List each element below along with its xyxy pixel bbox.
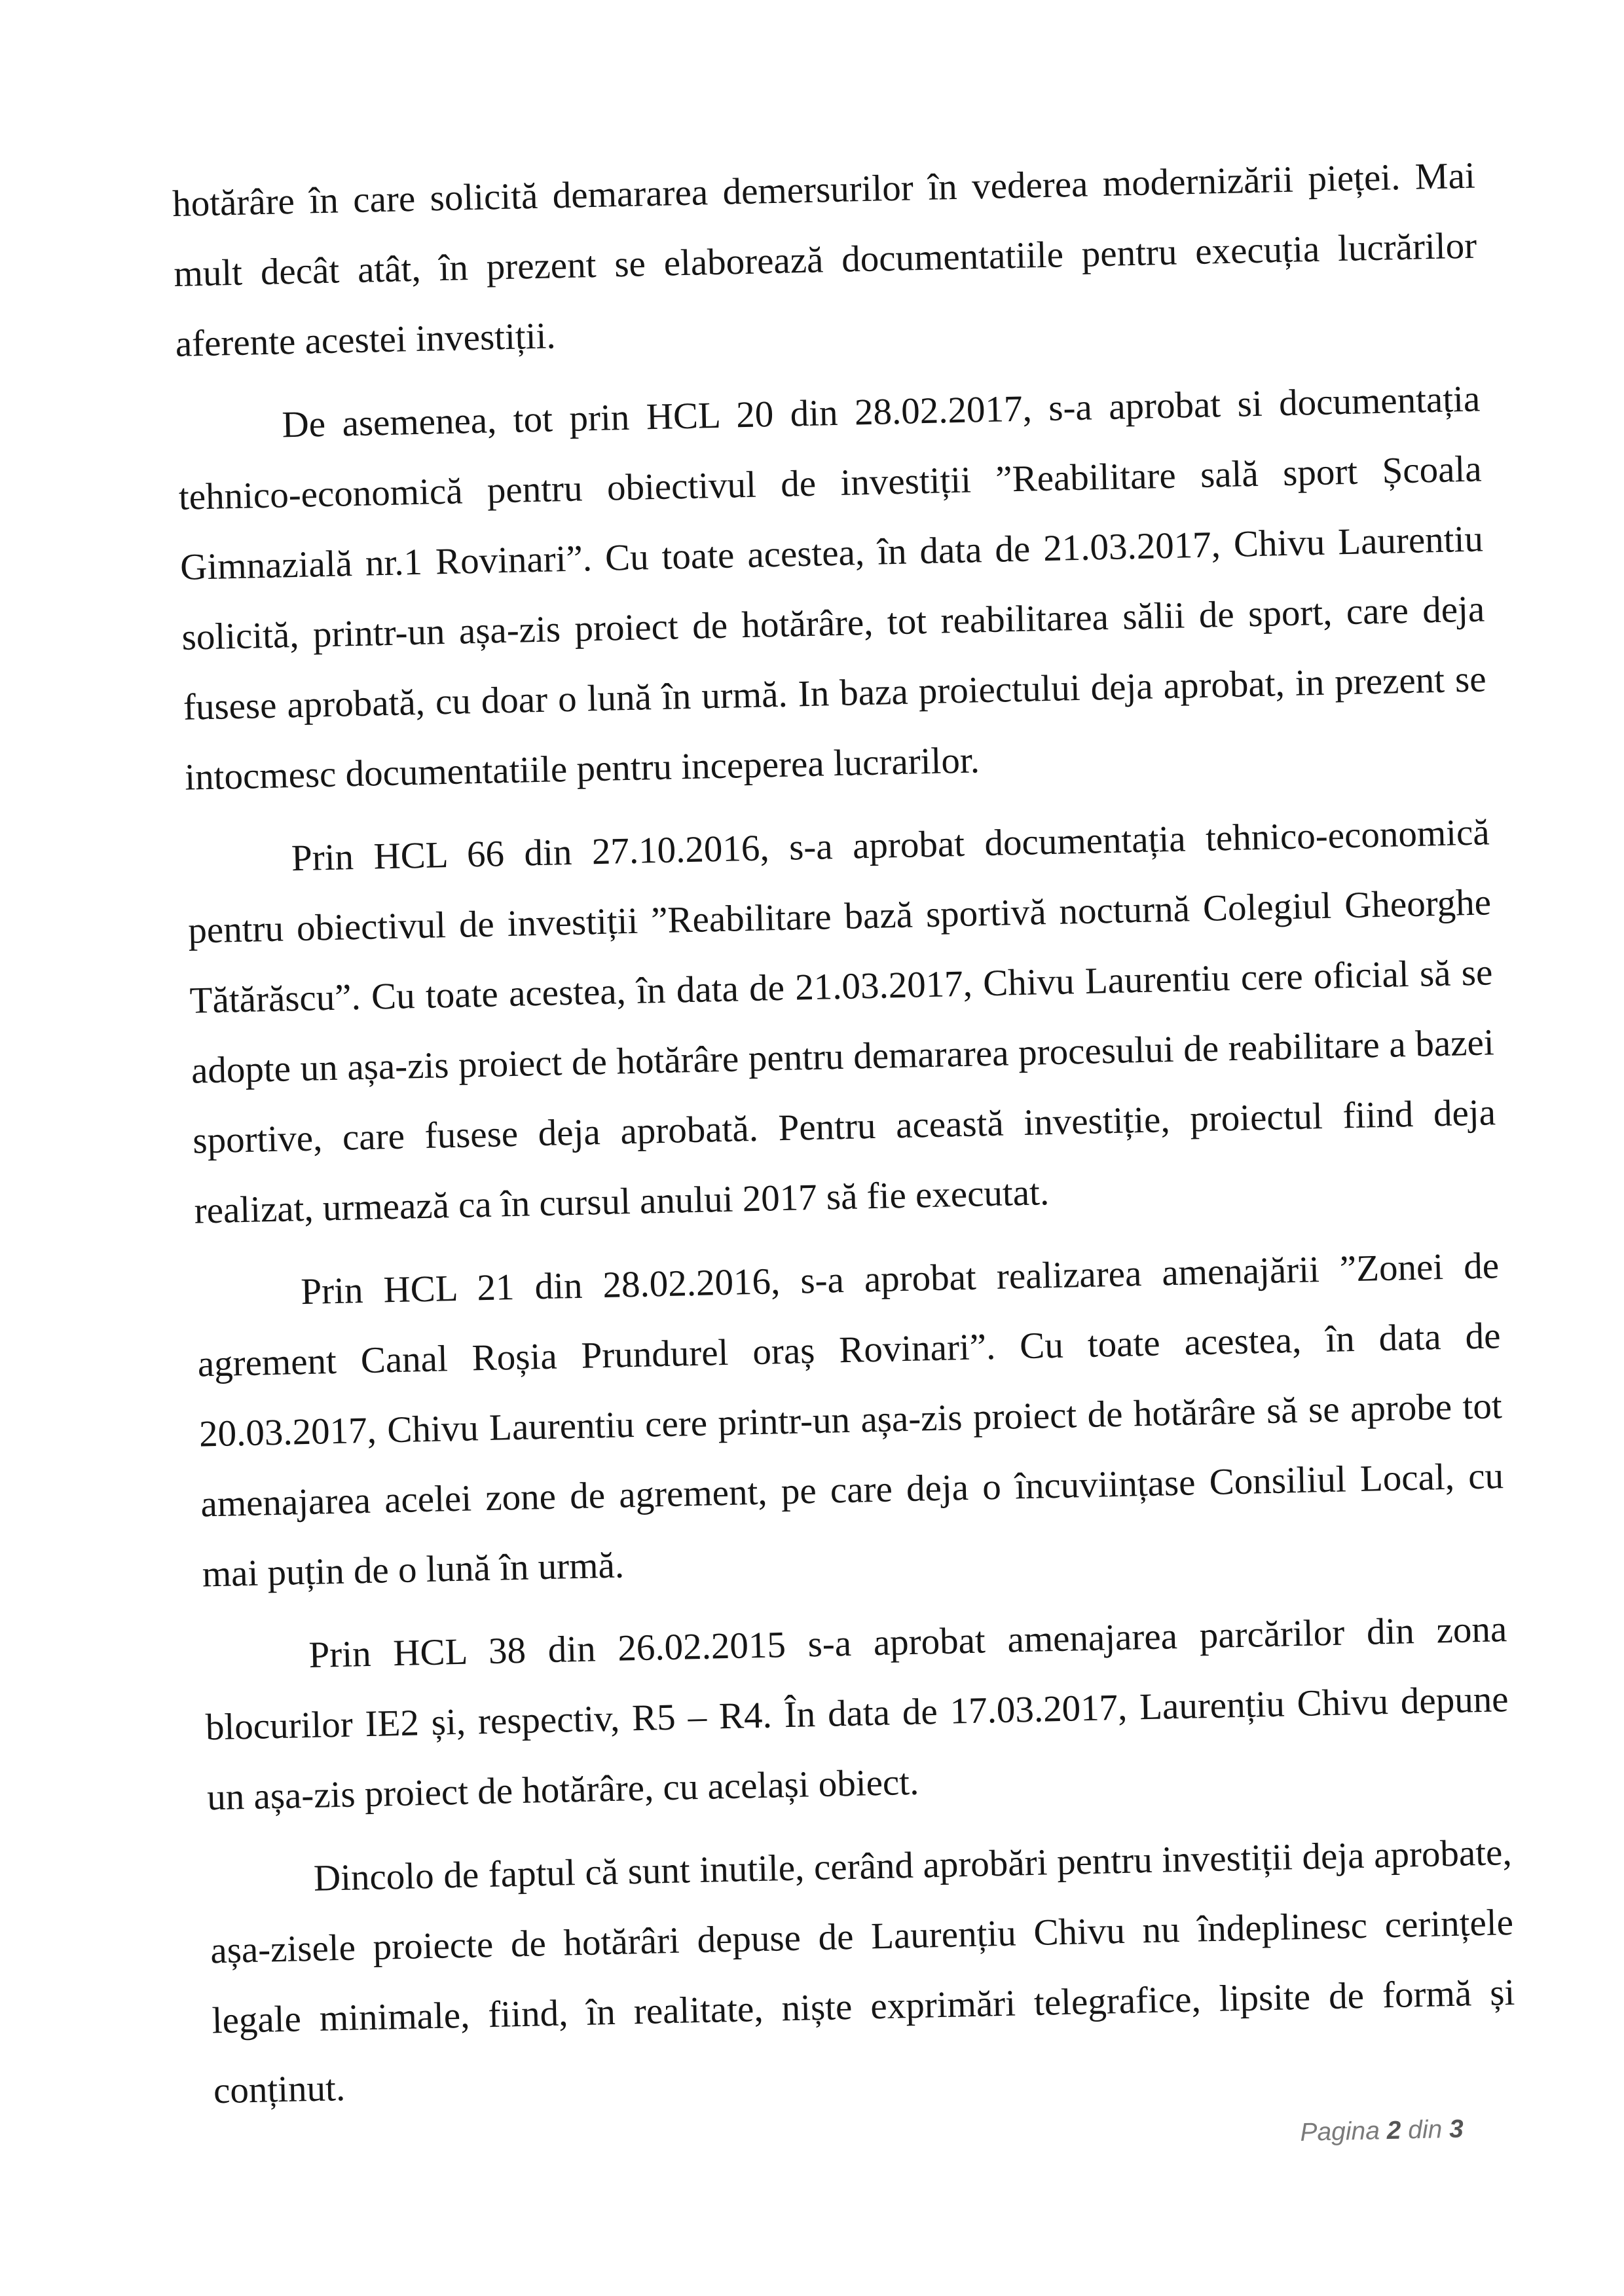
paragraph-continuation: hotărâre în care solicită demararea demersurilor în vederea modernizării pieței. Mai mult decât atât, în prezent se elaborează documentatiile pentru execuția lucrărilor aferente acestei investiții. xyxy=(172,155,1477,365)
page-separator: din xyxy=(1407,2115,1443,2145)
page-number-footer xyxy=(1300,2115,1464,2147)
paragraph-baza-sportiva: Prin HCL 66 din 27.10.2016, s-a aprobat documentația tehnico-economică pentru obiectivul de investiții ”Reabilitare bază sportivă nocturnă Colegiul Gheorghe Tătărăscu”. Cu toate acestea, în data de 21.03.2017, Chivu Laurentiu cere oficial să se adopte un așa-zis proiect de hotărâre pentru demararea procesului de reabilitare a bazei sportive, care fusese deja aprobată. Pentru această investiție, proiectul fiind deja realizat, urmează ca în cursul anului 2017 să fie executat. xyxy=(187,811,1496,1232)
paragraph-conclusion: Dincolo de faptul că sunt inutile, cerând aprobări pentru investiții deja aprobate, așa-zisele proiecte de hotărâri depuse de Laurențiu Chivu nu îndeplinesc cerințele legale minimale, fiind, în realitate, niște exprimări telegrafice, lipsite de formă și conținut. xyxy=(210,1831,1515,2112)
paragraph-parcari: Prin HCL 38 din 26.02.2015 s-a aprobat amenajarea parcărilor din zona blocurilor IE2 și, respectiv, R5 – R4. În data de 17.03.2017, Laurențiu Chivu depune un așa-zis proiect de hotărâre, cu același obiect. xyxy=(205,1608,1509,1819)
paragraph-sala-sport: De asemenea, tot prin HCL 20 din 28.02.2017, s-a aprobat si documentația tehnico-economică pentru obiectivul de investiții ”Reabilitare sală sport Școala Gimnazială nr.1 Rovinari”. Cu toate acestea, în data de 21.03.2017, Chivu Laurentiu solicită, printr-un așa-zis proiect de hotărâre, tot reabilitarea sălii de sport, care deja fusese aprobată, cu doar o lună în urmă. In baza proiectului deja aprobat, in prezent se intocmesc documentatiile pentru inceperea lucrarilor. xyxy=(178,378,1487,798)
current-page-number: 2 xyxy=(1386,2116,1401,2145)
paragraph-zona-agrement: Prin HCL 21 din 28.02.2016, s-a aprobat realizarea amenajării ”Zonei de agrement Canal Roșia Prundurel oraș Rovinari”. Cu toate acestea, în data de 20.03.2017, Chivu Laurentiu cere printr-un așa-zis proiect de hotărâre să se aprobe tot amenajarea acelei zone de agrement, pe care deja o încuviințase Consiliul Local, cu mai puțin de o lună în urmă. xyxy=(197,1245,1504,1595)
page-label: Pagina xyxy=(1300,2117,1380,2147)
document-body xyxy=(172,141,1517,2139)
total-page-number: 3 xyxy=(1449,2115,1464,2144)
